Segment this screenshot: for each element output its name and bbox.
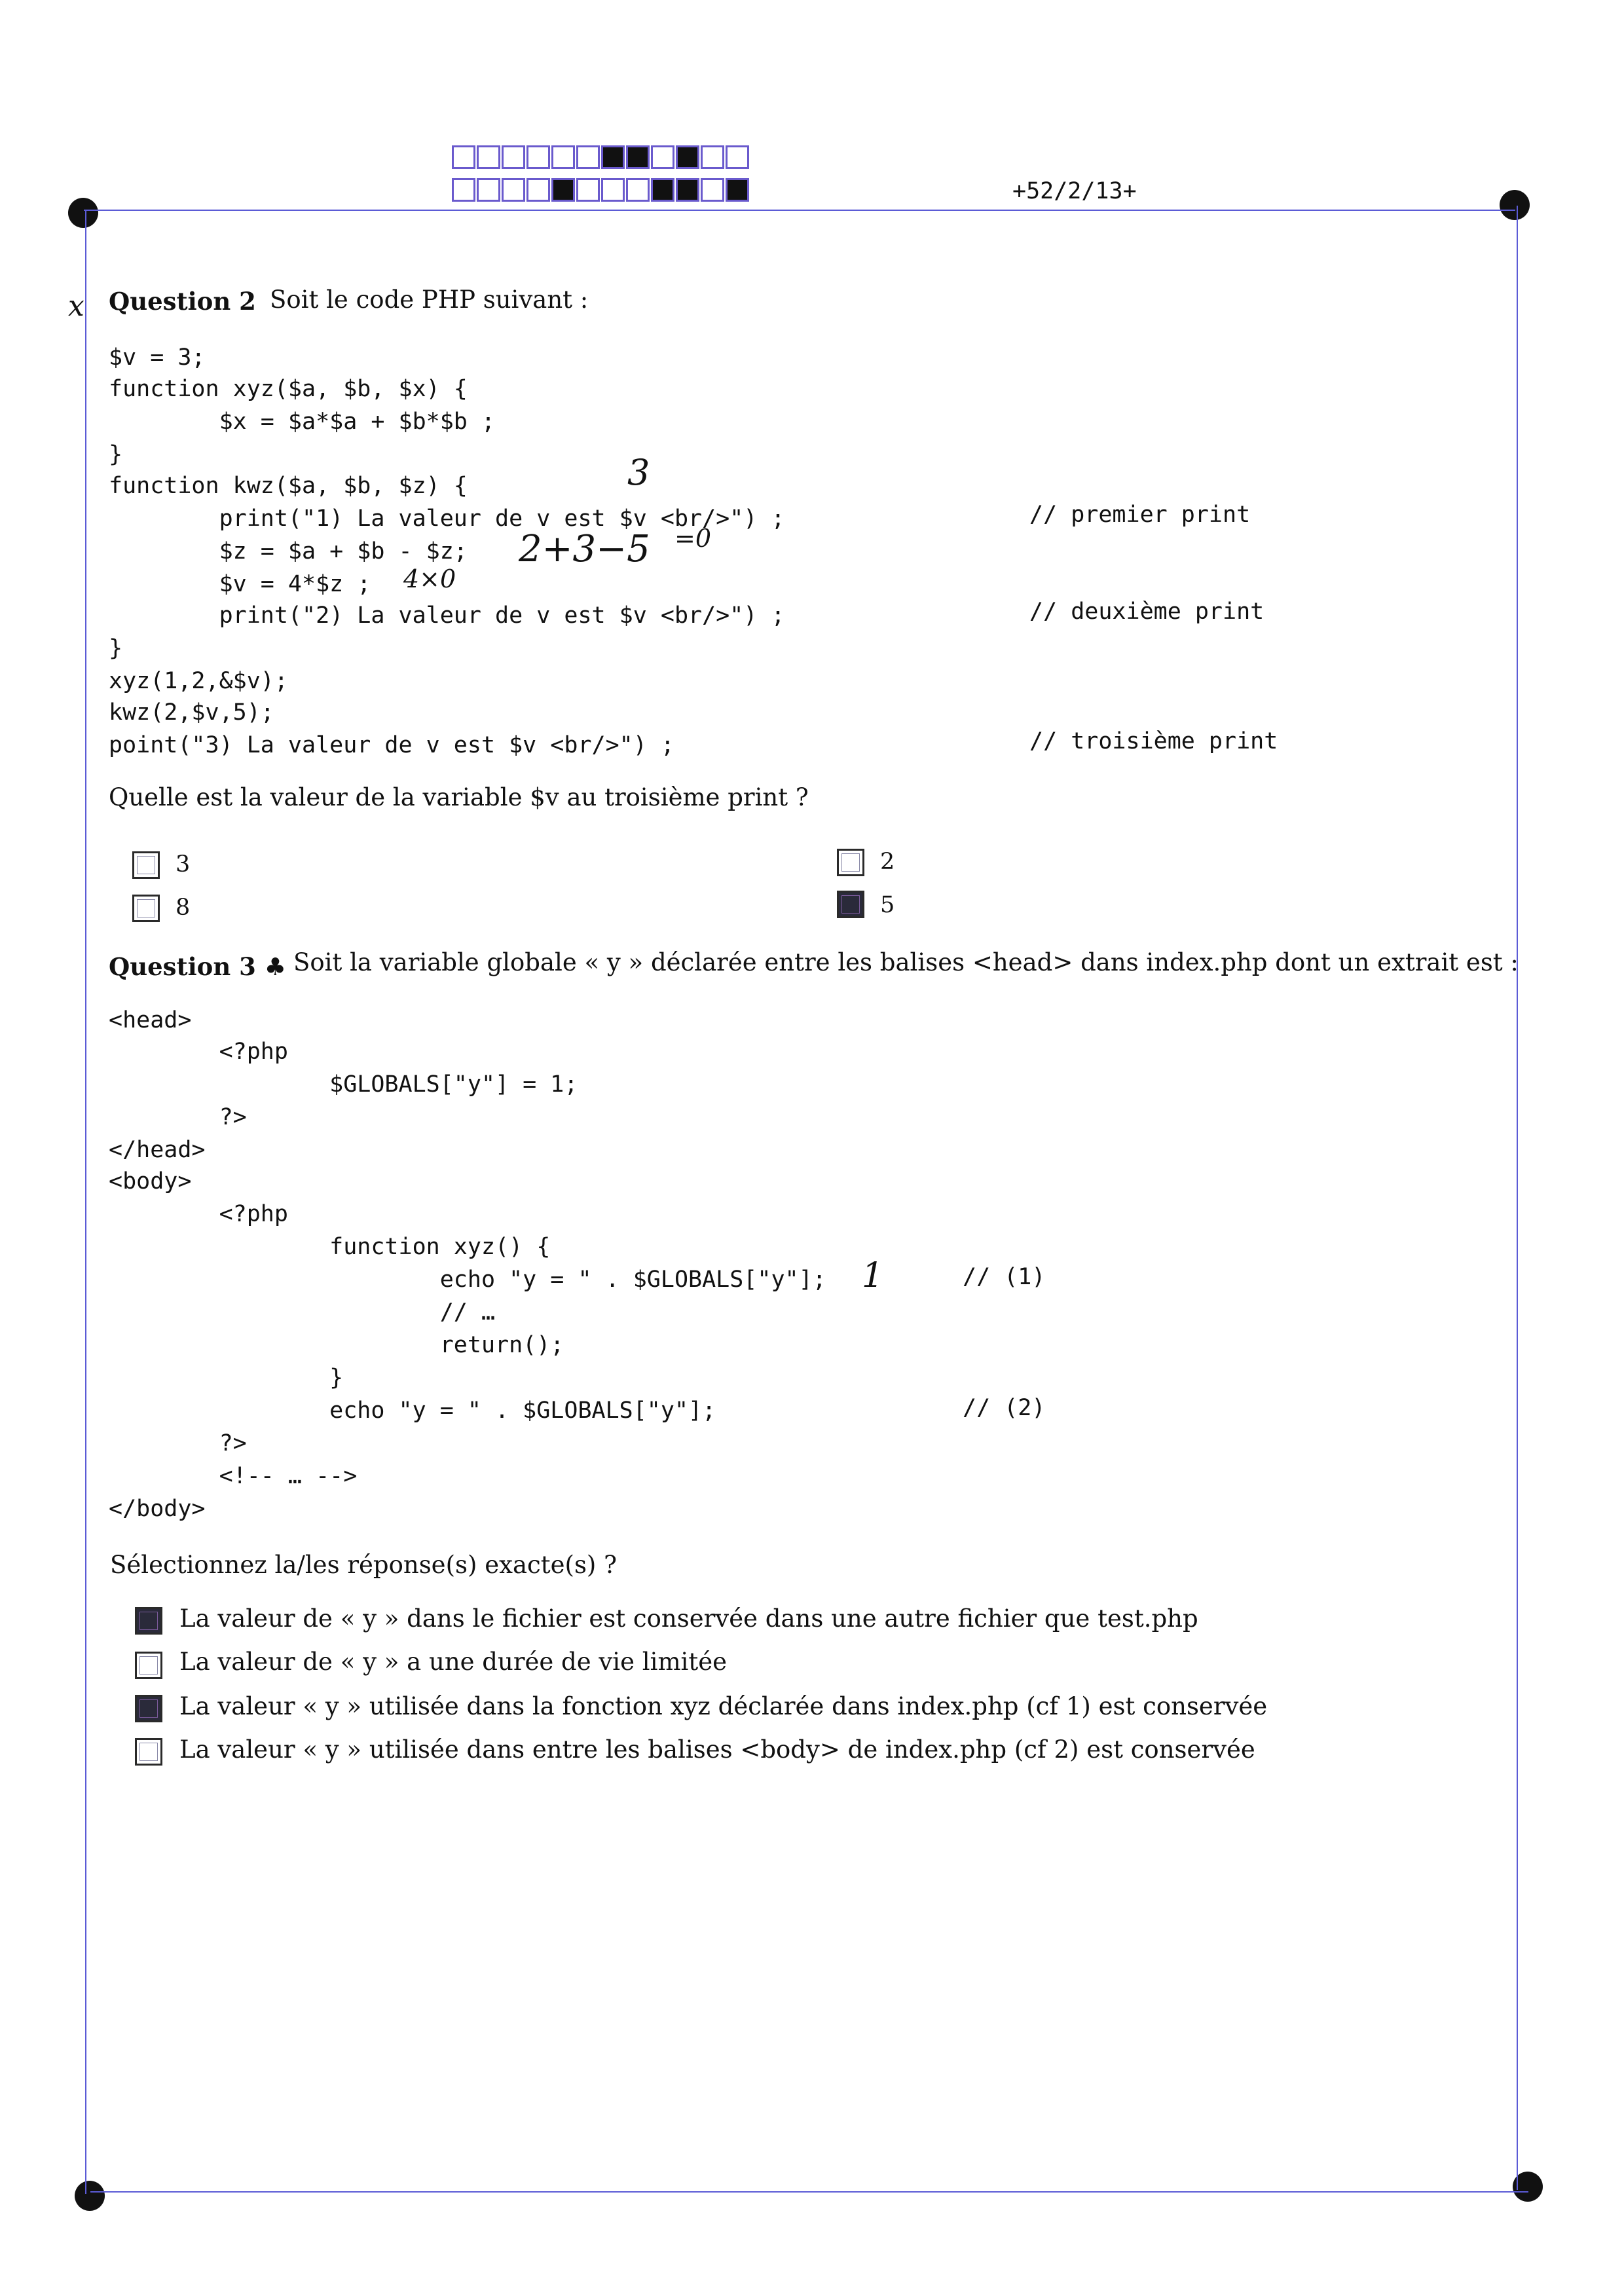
- q3-code-line-4: ?>: [109, 1104, 247, 1130]
- q3-option-4-label: La valeur « y » utilisée dans entre les balises <body> de index.php (cf 2) est conservée: [179, 1735, 1255, 1764]
- barcode-cell: [551, 145, 575, 169]
- handwritten-calc: 2+3−5: [519, 528, 650, 570]
- barcode-cell: [477, 178, 500, 202]
- barcode-cell: [502, 178, 525, 202]
- corner-mark-top-right: [1500, 190, 1530, 220]
- barcode-cell: [601, 178, 625, 202]
- barcode-cell: [477, 145, 500, 169]
- barcode-cell: [726, 145, 749, 169]
- q3-code-line-9: echo "y = " . $GLOBALS["y"];: [109, 1267, 826, 1293]
- question2-intro: Soit le code PHP suivant :: [270, 286, 589, 314]
- question3-intro: Soit la variable globale « y » déclarée entre les balises <head> dans index.php dont un extrait est :: [293, 948, 1519, 976]
- q3-code-line-6: <body>: [109, 1168, 192, 1194]
- q2-option-2-label: 2: [880, 849, 895, 875]
- q3-option-3-label: La valeur « y » utilisée dans la fonction xyz déclarée dans index.php (cf 1) est conservée: [179, 1692, 1268, 1720]
- page-id: +52/2/13+: [1012, 178, 1137, 204]
- frame-top: [84, 210, 1515, 211]
- q2-option-8-checkbox[interactable]: [132, 895, 160, 922]
- q2-code-line-8: $v = 4*$z ;: [109, 571, 371, 597]
- barcode-cell: [526, 145, 550, 169]
- barcode-cell: [676, 178, 699, 202]
- barcode-cell: [526, 178, 550, 202]
- q2-option-5-checkbox[interactable]: [837, 891, 864, 918]
- q3-code-line-5: </head>: [109, 1137, 206, 1163]
- q3-code-line-7: <?php: [109, 1201, 288, 1227]
- barcode-cell: [452, 178, 475, 202]
- q3-option-4-checkbox[interactable]: [135, 1738, 162, 1766]
- q2-option-2-checkbox[interactable]: [837, 849, 864, 876]
- barcode-cell: [651, 145, 674, 169]
- question2-prompt: Quelle est la valeur de la variable $v au troisième print ?: [109, 783, 809, 811]
- q3-code-line-15: <!-- … -->: [109, 1463, 358, 1489]
- q2-code-line-1: $v = 3;: [109, 344, 206, 371]
- barcode-cell: [651, 178, 674, 202]
- q2-code-line-13: point("3) La valeur de v est $v <br/>") ;: [109, 732, 674, 758]
- q2-option-3-checkbox[interactable]: [132, 851, 160, 879]
- frame-right: [1517, 206, 1518, 2190]
- q2-code-line-11: xyz(1,2,&$v);: [109, 668, 288, 694]
- question3-title: Question 3 ♣: [109, 952, 286, 981]
- handwritten-one: 1: [862, 1256, 884, 1295]
- q3-code-line-1: <head>: [109, 1007, 192, 1033]
- q3-option-2-label: La valeur de « y » a une durée de vie limitée: [179, 1648, 728, 1676]
- q3-code-line-12: }: [109, 1365, 344, 1391]
- q2-code-line-10: }: [109, 635, 123, 661]
- handwritten-equals-zero: =0: [674, 524, 712, 553]
- barcode-row-1: [452, 145, 750, 169]
- barcode-cell: [551, 178, 575, 202]
- barcode-cell: [701, 178, 724, 202]
- q2-comment-second: // deuxième print: [1029, 599, 1264, 625]
- frame-bottom: [90, 2191, 1528, 2193]
- q3-code-line-16: </body>: [109, 1496, 206, 1522]
- frame-left: [85, 210, 86, 2194]
- barcode-cell: [576, 145, 600, 169]
- q2-option-5-label: 5: [880, 892, 895, 918]
- q2-option-3-label: 3: [175, 851, 191, 878]
- q3-code-line-13: echo "y = " . $GLOBALS["y"];: [109, 1398, 716, 1424]
- corner-mark-top-left: [68, 198, 98, 228]
- q2-comment-third: // troisième print: [1029, 728, 1278, 754]
- q2-code-line-12: kwz(2,$v,5);: [109, 699, 274, 726]
- barcode-cell: [502, 145, 525, 169]
- barcode-cell: [601, 145, 625, 169]
- q2-code-line-4: }: [109, 441, 123, 468]
- q3-code-line-14: ?>: [109, 1430, 247, 1456]
- q3-option-1-label: La valeur de « y » dans le fichier est conservée dans une autre fichier que test.php: [179, 1604, 1198, 1633]
- corner-mark-bottom-left: [75, 2181, 105, 2211]
- q3-code-line-3: $GLOBALS["y"] = 1;: [109, 1071, 578, 1098]
- q3-code-line-10: // …: [109, 1299, 496, 1325]
- q3-option-2-checkbox[interactable]: [135, 1652, 162, 1679]
- q3-code-line-11: return();: [109, 1332, 564, 1358]
- q3-code-line-2: <?php: [109, 1039, 288, 1065]
- handwritten-times: 4×0: [403, 565, 456, 593]
- barcode-cell: [452, 145, 475, 169]
- margin-handwritten-mark: x: [68, 289, 84, 323]
- barcode-cell: [626, 178, 650, 202]
- q2-option-8-label: 8: [175, 895, 191, 921]
- question2-title: Question 2: [109, 287, 256, 316]
- barcode-cell: [676, 145, 699, 169]
- q2-code-line-7: $z = $a + $b - $z;: [109, 538, 468, 565]
- q3-option-1-checkbox[interactable]: [135, 1607, 162, 1635]
- q3-comment-2: // (2): [963, 1395, 1046, 1421]
- question3-prompt: Sélectionnez la/les réponse(s) exacte(s) ?: [110, 1551, 617, 1579]
- q2-code-line-6: print("1) La valeur de v est $v <br/>") ;: [109, 506, 785, 532]
- barcode-cell: [726, 178, 749, 202]
- barcode-cell: [576, 178, 600, 202]
- q3-comment-1: // (1): [963, 1264, 1046, 1290]
- q2-code-line-5: function kwz($a, $b, $z) {: [109, 473, 468, 499]
- barcode-cell: [626, 145, 650, 169]
- q2-code-line-9: print("2) La valeur de v est $v <br/>") ;: [109, 602, 785, 629]
- barcode-row-2: [452, 178, 750, 202]
- handwritten-three: 3: [627, 452, 650, 493]
- q3-code-line-8: function xyz() {: [109, 1234, 551, 1260]
- q3-option-3-checkbox[interactable]: [135, 1695, 162, 1722]
- q2-comment-first: // premier print: [1029, 502, 1251, 528]
- q2-code-line-3: $x = $a*$a + $b*$b ;: [109, 409, 496, 435]
- q2-code-line-2: function xyz($a, $b, $x) {: [109, 376, 468, 402]
- barcode-cell: [701, 145, 724, 169]
